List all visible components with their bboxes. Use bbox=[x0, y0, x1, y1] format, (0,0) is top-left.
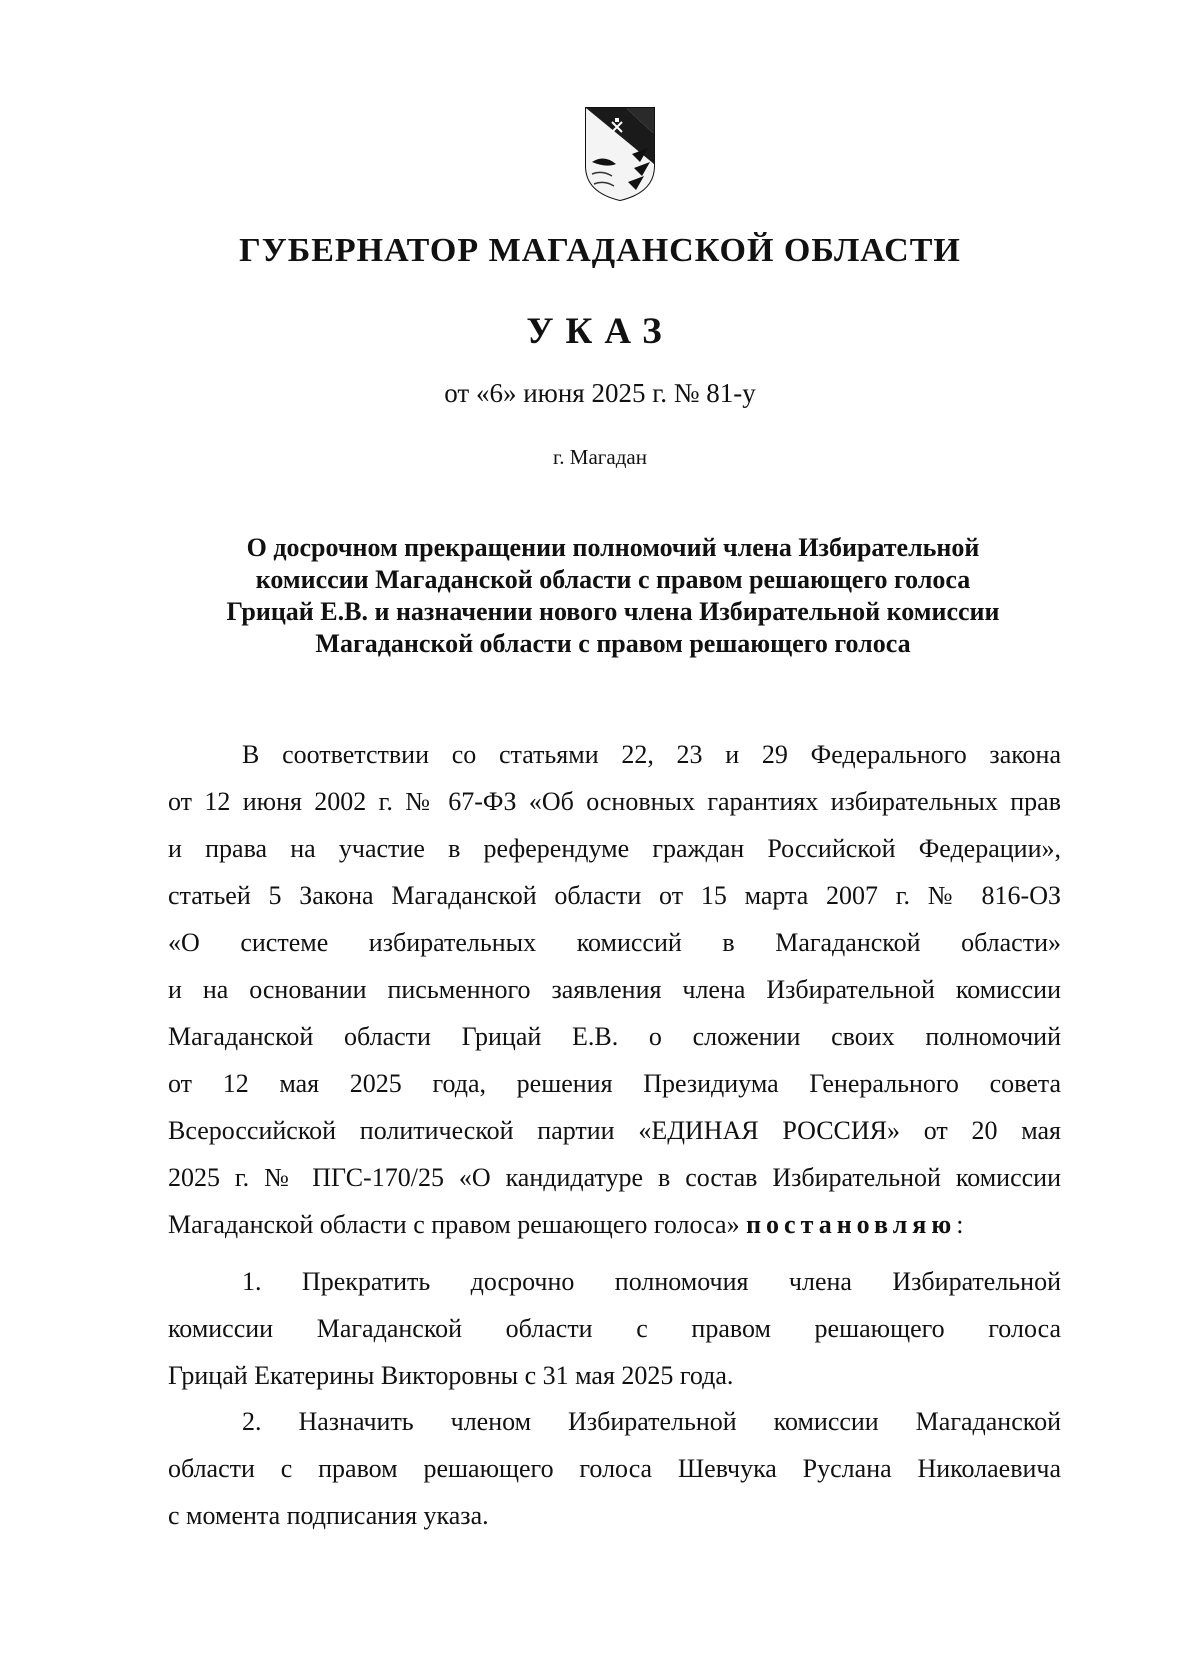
document-date-number: от «6» июня 2025 г. № 81-у bbox=[444, 378, 756, 408]
title-line: О досрочном прекращении полномочий члена Избирательной bbox=[246, 533, 980, 562]
document-title bbox=[160, 532, 1066, 660]
paragraph-line: и на основании письменного заявления члена Избирательной комиссии bbox=[168, 975, 1061, 1004]
paragraph-line: от 12 июня 2002 г. № 67-ФЗ «Об основных гарантиях избирательных прав bbox=[168, 787, 1061, 816]
document-type: УКАЗ bbox=[526, 311, 674, 352]
title-line: Магаданской области с правом решающего голоса bbox=[315, 629, 911, 658]
paragraph-line: 2. Назначить членом Избирательной комиссии Магаданской bbox=[242, 1407, 1061, 1436]
issuing-authority: ГУБЕРНАТОР МАГАДАНСКОЙ ОБЛАСТИ bbox=[239, 232, 961, 269]
decree-item-2 bbox=[168, 1398, 1061, 1539]
coat-of-arms-emblem bbox=[582, 104, 658, 202]
resolve-word: постановляю bbox=[746, 1210, 957, 1239]
preamble-paragraph bbox=[168, 731, 1061, 1248]
paragraph-line: 1. Прекратить досрочно полномочия члена Избирательной bbox=[242, 1267, 1061, 1296]
paragraph-line: с момента подписания указа. bbox=[168, 1501, 489, 1530]
resolve-punctuation: : bbox=[956, 1210, 964, 1239]
paragraph-line: Грицай Екатерины Викторовны с 31 мая 2025 года. bbox=[168, 1361, 734, 1390]
paragraph-line: статьей 5 Закона Магаданской области от 15 марта 2007 г. № 816-ОЗ bbox=[168, 881, 1061, 910]
paragraph-line: В соответствии со статьями 22, 23 и 29 Федерального закона bbox=[242, 740, 1061, 769]
paragraph-line: от 12 мая 2025 года, решения Президиума Генерального совета bbox=[168, 1069, 1061, 1098]
title-line: комиссии Магаданской области с правом решающего голоса bbox=[255, 565, 971, 594]
paragraph-line: области с правом решающего голоса Шевчука Руслана Николаевича bbox=[168, 1454, 1061, 1483]
paragraph-line: комиссии Магаданской области с правом решающего голоса bbox=[168, 1314, 1061, 1343]
paragraph-line: «О системе избирательных комиссий в Магаданской области» bbox=[168, 928, 1061, 957]
paragraph-line: Магаданской области Грицай Е.В. о сложении своих полномочий bbox=[168, 1022, 1061, 1051]
paragraph-line bbox=[168, 1201, 1061, 1248]
paragraph-line: Всероссийской политической партии «ЕДИНАЯ РОССИЯ» от 20 мая bbox=[168, 1116, 1061, 1145]
paragraph-line: и права на участие в референдуме граждан Российской Федерации», bbox=[168, 834, 1061, 863]
document-city: г. Магадан bbox=[553, 445, 647, 469]
preamble-closing-text: Магаданской области с правом решающего голоса» bbox=[168, 1210, 747, 1239]
decree-item-1 bbox=[168, 1258, 1061, 1399]
paragraph-line: 2025 г. № ПГС-170/25 «О кандидатуре в состав Избирательной комиссии bbox=[168, 1163, 1061, 1192]
title-line: Грицай Е.В. и назначении нового члена Избирательной комиссии bbox=[226, 597, 1000, 626]
